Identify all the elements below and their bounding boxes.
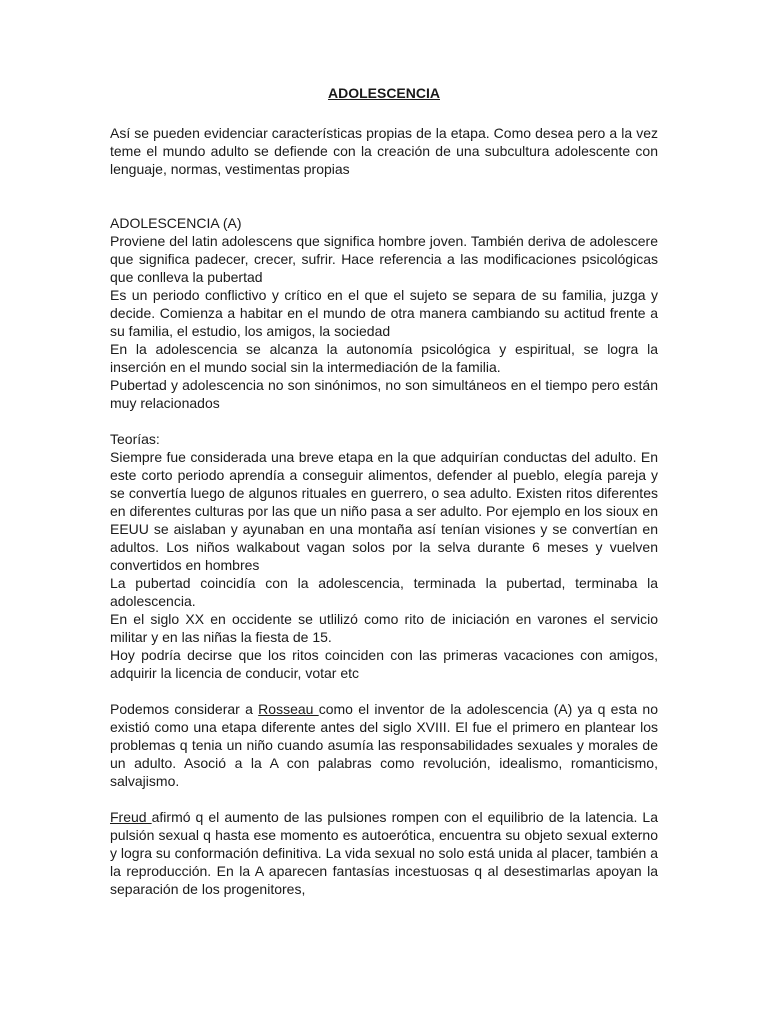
document-page <box>110 84 658 898</box>
theories-heading: Teorías: <box>110 431 160 447</box>
section-heading: ADOLESCENCIA (A) <box>110 215 242 231</box>
spacer <box>110 178 658 214</box>
paragraph: Hoy podría decirse que los ritos coinciden con las primeras vacaciones con amigos, adquirir la licencia de conducir, votar etc <box>110 647 658 681</box>
paragraph: En el siglo XX en occidente se utlilizó como rito de iniciación en varones el servicio militar y en las niñas la fiesta de 15. <box>110 611 658 645</box>
paragraph: Pubertad y adolescencia no son sinónimos, no son simultáneos en el tiempo pero están muy relacionados <box>110 377 658 411</box>
spacer <box>110 412 658 430</box>
rosseau-paragraph <box>110 700 658 790</box>
freud-name: Freud <box>110 809 152 825</box>
freud-paragraph <box>110 808 658 898</box>
rosseau-text: como el inventor de la adolescencia (A) ya q esta no existió como una etapa diferente antes del siglo XVIII. El fue el primero en plantear los problemas q tenia un niño cuando asumía las responsabilidades sexuales y morales de un adulto. Asoció a la A con palabras como revolución, idealismo, romanticismo, salvajismo. <box>110 701 658 789</box>
page-title: ADOLESCENCIA <box>327 85 440 101</box>
intro-paragraph: Así se pueden evidenciar características propias de la etapa. Como desea pero a la vez teme el mundo adulto se defiende con la creación de una subcultura adolescente con lenguaje, normas, vestimentas propias <box>110 125 658 177</box>
paragraph: Siempre fue considerada una breve etapa en la que adquirían conductas del adulto. En este corto periodo aprendía a conseguir alimentos, defender al pueblo, elegía pareja y se convertía luego de algunos rituales en guerrero, o sea adulto. Existen ritos diferentes en diferentes culturas por las que un niño pasa a ser adulto. Por ejemplo en los sioux en EEUU se aislaban y ayunaban en una montaña así tenían visiones y se convertían en adultos. Los niños walkabout vagan solos por la selva durante 6 meses y vuelven convertidos en hombres <box>110 449 658 573</box>
spacer <box>110 790 658 808</box>
paragraph: Es un periodo conflictivo y crítico en el que el sujeto se separa de su familia, juzga y decide. Comienza a habitar en el mundo de otra manera cambiando su actitud frente a su familia, el estudio, los amigos, la sociedad <box>110 287 658 339</box>
rosseau-lead: Podemos considerar a <box>110 701 259 717</box>
paragraph: Proviene del latin adolescens que significa hombre joven. También deriva de adolescere que significa padecer, crecer, sufrir. Hace referencia a las modificaciones psicológicas que conlleva la pubertad <box>110 233 658 285</box>
freud-text: afirmó q el aumento de las pulsiones rompen con el equilibrio de la latencia. La pulsión sexual q hasta ese momento es autoerótica, encuentra su objeto sexual externo y logra su conformación definitiva. La vida sexual no solo está unida al placer, también a la reproducción. En la A aparecen fantasías incestuosas q al desestimarlas apoyan la separación de los progenitores, <box>110 809 659 897</box>
rosseau-name: Rosseau <box>258 701 319 717</box>
paragraph: La pubertad coincidía con la adolescencia, terminada la pubertad, terminaba la adolescencia. <box>110 575 658 609</box>
paragraph: En la adolescencia se alcanza la autonomía psicológica y espiritual, se logra la inserción en el mundo social sin la intermediación de la familia. <box>110 341 658 375</box>
spacer <box>110 682 658 700</box>
